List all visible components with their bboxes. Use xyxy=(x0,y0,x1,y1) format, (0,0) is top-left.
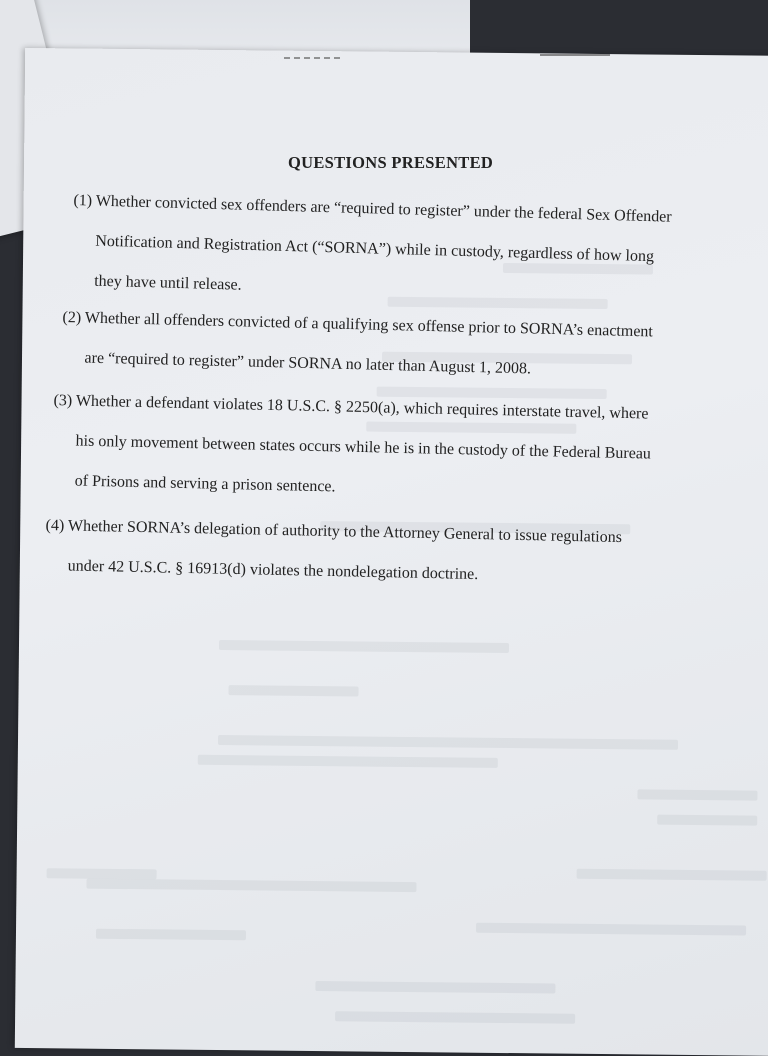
question-3-line-3: of Prisons and serving a prison sentence. xyxy=(74,472,336,496)
question-1-line-3: they have until release. xyxy=(93,272,242,294)
question-1 xyxy=(71,181,673,318)
question-3 xyxy=(51,381,652,515)
question-4-line-1: (4) Whether SORNA’s delegation of authority to the Attorney General to issue regulations xyxy=(45,516,623,547)
question-2 xyxy=(61,298,653,392)
question-3-line-2: his only movement between states occurs while he is in the custody of the Federal Bureau xyxy=(75,432,652,463)
question-4-line-2: under 42 U.S.C. § 16913(d) violates the nondelegation doctrine. xyxy=(67,557,479,584)
question-3-line-1: (3) Whether a defendant violates 18 U.S.C. § 2250(a), which requires interstate travel, where xyxy=(53,391,649,423)
question-4 xyxy=(44,506,622,598)
question-1-line-1: (1) Whether convicted sex offenders are “required to register” under the federal Sex Offender xyxy=(73,191,672,226)
question-2-line-2: are “required to register” under SORNA no later than August 1, 2008. xyxy=(84,349,532,378)
page-title: QUESTIONS PRESENTED xyxy=(288,153,494,172)
question-2-line-1: (2) Whether all offenders convicted of a qualifying sex offense prior to SORNA’s enactment xyxy=(62,308,654,341)
question-1-line-2: Notification and Registration Act (“SORNA”) while in custody, regardless of how long xyxy=(95,232,655,266)
